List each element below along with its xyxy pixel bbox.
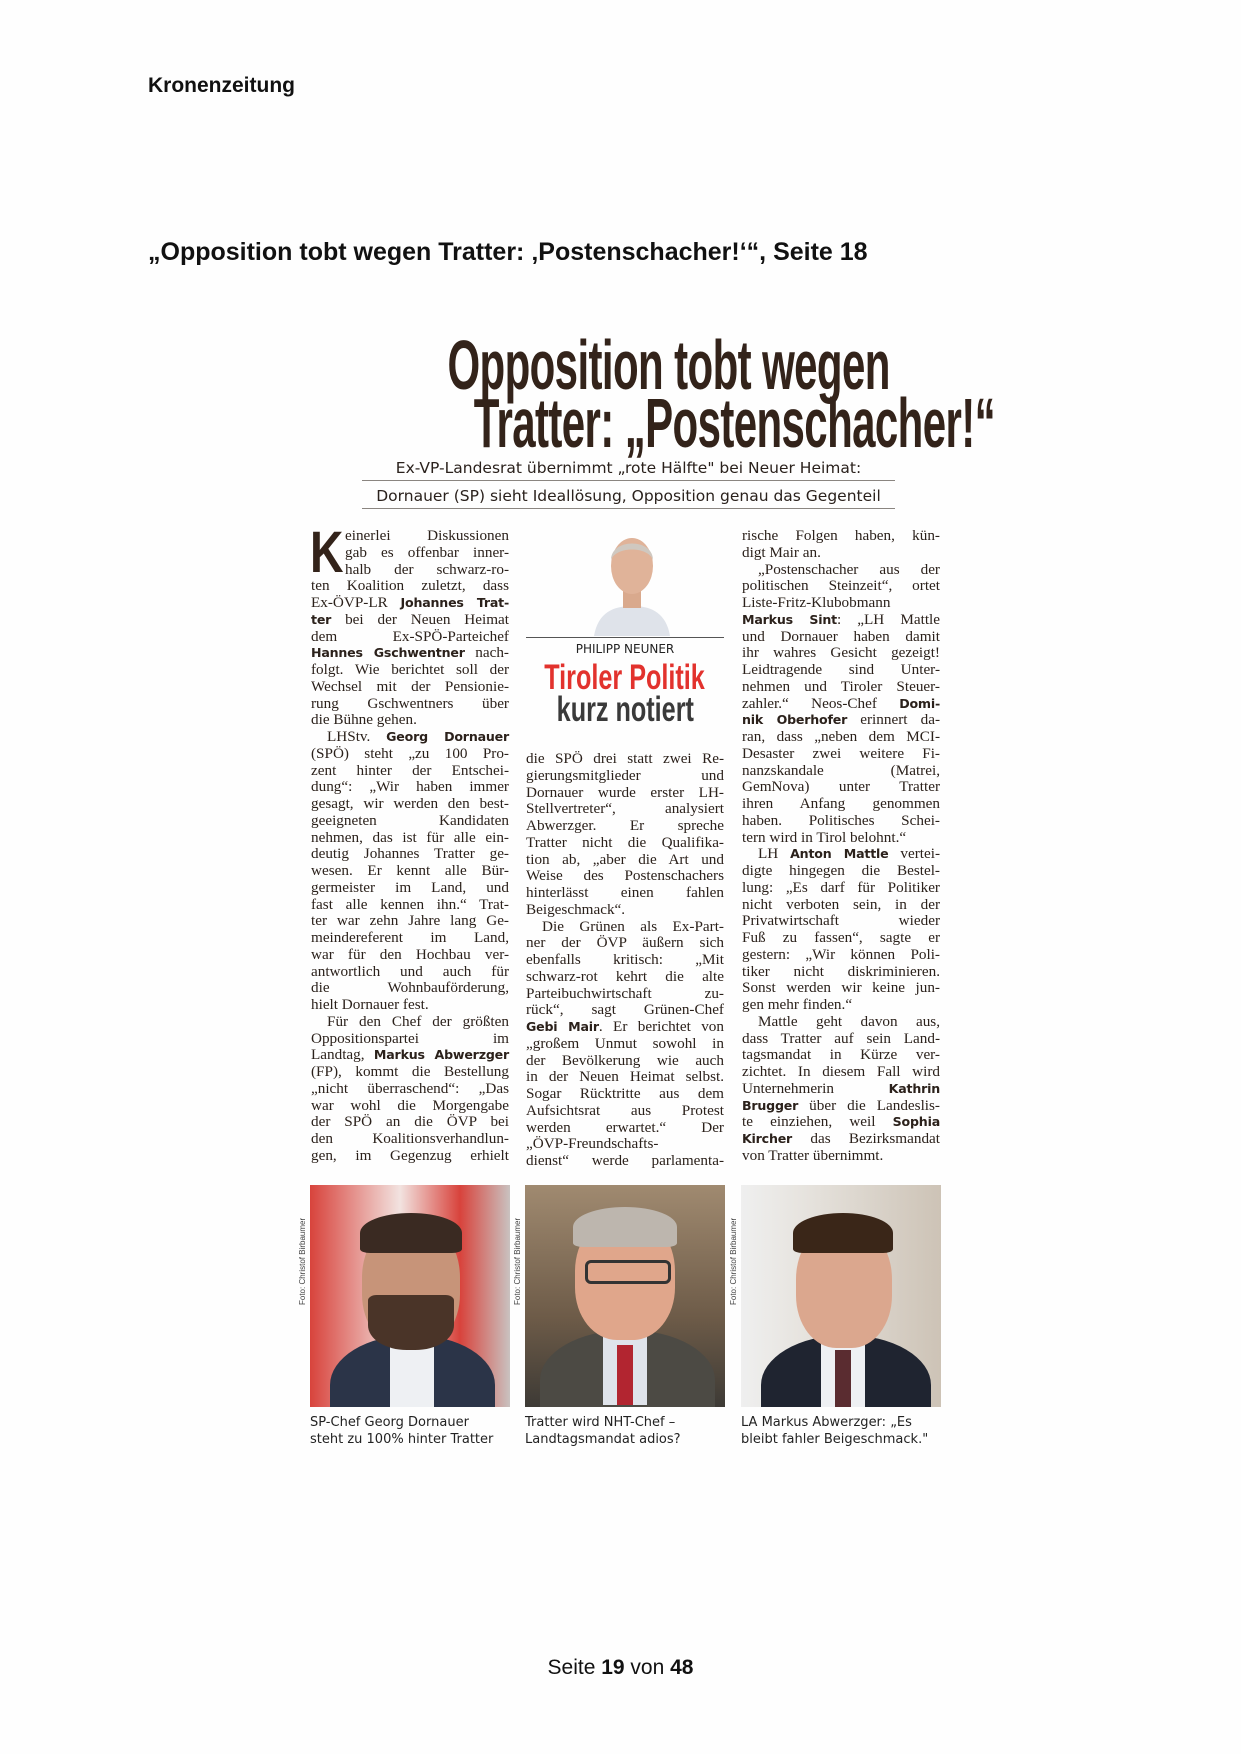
article-text-line — [742, 930, 940, 947]
article-text-line — [742, 980, 940, 997]
article-text-line — [311, 629, 509, 646]
text-run: germeister im Land, und — [311, 878, 509, 896]
article-text-line — [311, 679, 509, 696]
article-text-line — [311, 1064, 509, 1081]
article-text-line — [311, 796, 509, 813]
caption-line: SP-Chef Georg Dornauer — [310, 1415, 469, 1430]
article-text-line — [311, 830, 509, 847]
photo-credit: Foto: Christof Birbaumer — [298, 1217, 307, 1305]
article-text-line — [526, 768, 724, 785]
article-text-line — [526, 1136, 724, 1153]
text-run: „Postenschacher aus der — [758, 560, 940, 578]
divider — [526, 637, 724, 638]
text-run: Dornauer wurde erster LH- — [526, 783, 724, 801]
text-run: Für den Chef der größten — [327, 1012, 509, 1030]
text-run: digt Mair an. — [742, 543, 821, 561]
article-text-line — [742, 897, 940, 914]
bold-name: Johannes Trat- — [400, 595, 509, 610]
text-run: „nicht überraschend“: „Das — [311, 1079, 509, 1097]
subheadline-line-2: Dornauer (SP) sieht Ideallösung, Opposition genau das Gegenteil — [362, 487, 895, 509]
text-run: ran, dass „neben dem MCI- — [742, 728, 940, 745]
text-run: nehmen, das ist für alle ein- — [311, 828, 509, 846]
article-text-line — [742, 528, 940, 545]
text-run: Weise des Postenschachers — [526, 867, 724, 885]
text-run: haben. Politisches Schei- — [742, 811, 940, 829]
text-run: die SPÖ drei statt zwei Re- — [526, 750, 724, 767]
text-run: war für den Hochbau ver- — [311, 945, 509, 963]
article-text-line — [742, 997, 940, 1014]
article-text-line — [742, 645, 940, 662]
article-text-line — [311, 712, 509, 729]
text-run: der Bevölkerung wie auch — [526, 1051, 724, 1069]
text-run: Unternehmerin — [742, 1079, 889, 1097]
article-text-line — [311, 1031, 509, 1048]
article-text-line — [742, 746, 940, 763]
text-run: digte hingegen die Bestel- — [742, 862, 940, 879]
kicker-text: Tiroler Politik — [544, 658, 706, 697]
article-text-line — [742, 729, 940, 746]
bold-name: Markus Abwerzger — [373, 1047, 509, 1063]
text-run: ner der ÖVP äußern sich — [526, 934, 724, 952]
text-run: Parteibuchwirtschaft zu- — [526, 984, 724, 1002]
text-run: die Wohnbauförderung, — [311, 979, 509, 997]
text-run: schwarz-rot kehrt die alte — [526, 967, 724, 985]
article-text-line — [526, 885, 724, 902]
bold-name: Domi- — [899, 695, 940, 711]
text-run: über die Landeslis- — [798, 1096, 940, 1114]
article-text-line — [311, 1047, 509, 1064]
text-run: vertei- — [888, 845, 941, 863]
photo-credit: Foto: Christof Birbaumer — [513, 1217, 522, 1305]
text-run: folgt. Wie berichtet soll der — [311, 661, 509, 678]
text-run: Aufsichtsrat aus Protest — [526, 1101, 724, 1119]
article-text-line — [526, 1053, 724, 1070]
text-run: hinterlässt einen fahlen — [526, 884, 724, 901]
text-run: hielt Dornauer fest. — [311, 996, 429, 1013]
article-text-line — [526, 1036, 724, 1053]
drop-cap: K — [310, 520, 344, 585]
caption-line: Tratter wird NHT-Chef – — [525, 1415, 676, 1430]
article-text-line — [311, 997, 509, 1014]
article-text-line — [742, 763, 940, 780]
text-run: gab es offenbar inner- — [345, 543, 509, 561]
text-run: gen mehr finden.“ — [742, 996, 853, 1013]
article-text-line — [311, 897, 509, 914]
article-text-line — [742, 562, 940, 579]
author-name: PHILIPP NEUNER — [575, 642, 675, 656]
text-run: wesen. Er kennt alle Bür- — [311, 862, 509, 879]
text-run: Desaster zwei weitere Fi- — [742, 744, 940, 762]
source-label: Kronenzeitung — [148, 74, 295, 97]
text-run: Liste-Fritz-Klubobmann — [742, 594, 891, 611]
text-run: Fuß zu fassen“, sagte er — [742, 929, 940, 946]
article-text-line — [311, 645, 509, 662]
bold-name: Kircher — [742, 1131, 793, 1146]
text-run: tion ab, „aber die Art und — [526, 850, 724, 868]
caption-line: steht zu 100% hinter Tratter — [310, 1432, 494, 1447]
text-run: das Bezirksmandat — [792, 1130, 940, 1147]
text-run: LHStv. — [327, 728, 387, 745]
article-text-line — [742, 1148, 940, 1165]
article-text-line — [742, 629, 940, 646]
caption-line: LA Markus Abwerzger: „Es — [741, 1415, 912, 1430]
article-text-line — [742, 545, 940, 562]
article-text-line — [311, 1114, 509, 1131]
photo-caption — [741, 1414, 951, 1448]
article-text-line — [742, 1114, 940, 1131]
article-text-line — [311, 595, 509, 612]
article-text-line — [742, 612, 940, 629]
text-run: Abwerzger. Er spreche — [526, 817, 724, 834]
article-text-line — [311, 980, 509, 997]
article-text-line — [311, 528, 509, 545]
text-run: nanzskandale (Matrei, — [742, 761, 940, 779]
article-text-line — [311, 1148, 509, 1165]
article-text-line — [742, 1031, 940, 1048]
article-text-line — [311, 612, 509, 629]
bold-name: Markus Sint — [742, 611, 837, 627]
text-run: „ÖVP-Freundschafts- — [526, 1135, 659, 1153]
article-text-line — [742, 696, 940, 713]
text-run: meindereferent im Land, — [311, 929, 509, 946]
article-text-line — [742, 830, 940, 847]
text-run: ihr wahres Gesicht gezeigt! — [742, 644, 940, 662]
subheadline-line-1: Ex-VP-Landesrat übernimmt „rote Hälfte" bei Neuer Heimat: — [362, 459, 895, 481]
kicker-text: kurz notiert — [556, 690, 694, 729]
article-text-line — [742, 779, 940, 796]
text-run: Mattle geht davon aus, — [758, 1012, 940, 1030]
article-text-line — [311, 880, 509, 897]
text-run: zahler.“ Neos-Chef — [742, 694, 900, 712]
article-text-line — [526, 952, 724, 969]
page-number — [0, 1656, 1241, 1680]
text-run: von Tratter übernimmt. — [742, 1146, 884, 1164]
article-text-line — [742, 1014, 940, 1031]
article-text-line — [526, 1019, 724, 1036]
text-run: lung: „Es darf für Politiker — [742, 878, 940, 896]
text-run: gestern: „Wir können Poli- — [742, 945, 940, 963]
text-run: dienst“ werde parlamenta- — [526, 1152, 724, 1169]
article-text-line — [742, 1081, 940, 1098]
article-text-line — [742, 578, 940, 595]
article-text-line — [311, 1098, 509, 1115]
text-run: nach- — [464, 644, 509, 662]
article-text-line — [311, 779, 509, 796]
article-column-2 — [526, 751, 724, 1170]
text-run: Oppositionspartei im — [311, 1029, 509, 1047]
text-run: dass Tratter auf sein Land- — [742, 1029, 940, 1047]
headline-text: Opposition tobt wegen — [447, 326, 890, 404]
article-text-line — [311, 562, 509, 579]
article-text-line — [742, 913, 940, 930]
bold-name: nik Oberhofer — [742, 712, 848, 728]
text-run: dem Ex-SPÖ-Parteichef — [311, 627, 509, 645]
text-run: einerlei Diskussionen — [345, 527, 509, 544]
article-text-line — [311, 696, 509, 713]
article-text-line — [526, 785, 724, 802]
photo-credit: Foto: Christof Birbaumer — [729, 1217, 738, 1305]
article-text-line — [526, 1069, 724, 1086]
article-text-line — [311, 729, 509, 746]
text-run: rück“, sagt Grünen-Chef — [526, 1001, 724, 1019]
text-run: deutig Johannes Tratter ge- — [311, 845, 509, 863]
article-text-line — [742, 813, 940, 830]
text-run: tern wird in Tirol belohnt.“ — [742, 828, 907, 846]
text-run: gierungsmitglieder und — [526, 766, 724, 784]
article-text-line — [311, 930, 509, 947]
document-title: „Opposition tobt wegen Tratter: ‚Postenschacher!‘“, Seite 18 — [148, 238, 868, 266]
article-text-line — [742, 1131, 940, 1148]
article-text-line — [526, 1120, 724, 1137]
total-pages: 48 — [670, 1656, 694, 1679]
bold-name: Kathrin — [888, 1080, 940, 1096]
article-text-line — [526, 868, 724, 885]
text-run: Wechsel mit der Pensionie- — [311, 677, 509, 695]
article-text-line — [311, 964, 509, 981]
article-text-line — [742, 964, 940, 981]
text-run: erinnert da- — [847, 711, 940, 729]
article-text-line — [742, 1047, 940, 1064]
article-text-line — [742, 712, 940, 729]
text-run: geeigneten Kandidaten — [311, 811, 509, 829]
article-text-line — [742, 947, 940, 964]
article-text-line — [311, 913, 509, 930]
caption-line: bleibt fahler Beigeschmack." — [741, 1432, 929, 1447]
article-text-line — [526, 919, 724, 936]
text-run: nicht verboten sein, in der — [742, 895, 940, 913]
text-run: gesagt, wir werden den best- — [311, 795, 509, 812]
current-page: 19 — [601, 1656, 625, 1679]
bold-name: Gebi Mair — [526, 1019, 599, 1034]
bold-name: Sophia — [892, 1114, 940, 1130]
article-text-line — [742, 1098, 940, 1115]
text-run: „großem Unmut sowohl in — [526, 1034, 724, 1052]
text-run: werden erwartet.“ Der — [526, 1118, 724, 1136]
article-text-line — [526, 818, 724, 835]
text-run: Landtag, — [311, 1046, 374, 1064]
text-run: Stellvertreter“, analysiert — [526, 800, 724, 818]
column-kicker-dark — [500, 692, 750, 727]
article-text-line — [742, 846, 940, 863]
text-run: bei der Neuen Heimat — [331, 610, 509, 628]
article-text-line — [742, 796, 940, 813]
bold-name: Hannes Gschwentner — [311, 645, 465, 661]
text-run: und Dornauer haben damit — [742, 627, 940, 645]
text-run: ihren Anfang genommen — [742, 795, 940, 812]
photo-georg-dornauer — [310, 1185, 510, 1407]
article-text-line — [311, 947, 509, 964]
article-text-line — [526, 902, 724, 919]
text-run: Ex-ÖVP-LR — [311, 594, 401, 611]
text-run: tiker nicht diskriminieren. — [742, 962, 940, 980]
article-text-line — [526, 835, 724, 852]
photo-caption — [310, 1414, 520, 1448]
article-text-line — [742, 595, 940, 612]
article-text-line — [311, 763, 509, 780]
text-run: nehmen und Tiroler Steuer- — [742, 677, 940, 695]
text-run: Sogar Rücktritte aus dem — [526, 1085, 724, 1102]
footer-text: Seite — [547, 1656, 602, 1679]
photo-markus-abwerzger — [741, 1185, 941, 1407]
article-text-line — [311, 1131, 509, 1148]
article-text-line — [526, 1103, 724, 1120]
article-column-3 — [742, 528, 940, 1165]
article-text-line — [311, 578, 509, 595]
bold-name: Georg Dornauer — [386, 729, 509, 744]
text-run: die Bühne gehen. — [311, 711, 417, 729]
text-run: : „LH Mattle — [836, 610, 941, 628]
text-run: (FP), kommt die Bestellung — [311, 1063, 509, 1080]
text-run: dung“: „Wir haben immer — [311, 778, 509, 796]
author-photo — [592, 528, 672, 636]
article-text-line — [526, 1086, 724, 1103]
article-text-line — [526, 986, 724, 1003]
article-text-line — [311, 1081, 509, 1098]
text-run: gen, im Gegenzug erhielt — [311, 1146, 509, 1164]
text-run: den Koalitionsverhandlun- — [311, 1130, 509, 1147]
text-run: politischen Steinzeit“, ortet — [742, 577, 940, 595]
article-text-line — [526, 1153, 724, 1170]
article-text-line — [742, 679, 940, 696]
text-run: rung Gschwentners über — [311, 694, 509, 712]
text-run: war wohl die Morgengabe — [311, 1096, 509, 1114]
article-text-line — [526, 935, 724, 952]
text-run: (SPÖ) steht „zu 100 Pro- — [311, 744, 509, 762]
article-text-line — [311, 662, 509, 679]
text-run: GemNova) unter Tratter — [742, 778, 940, 796]
text-run: ter war zehn Jahre lang Ge- — [311, 912, 509, 930]
bold-name: Brugger — [742, 1097, 799, 1113]
text-run: fast alle kennen ihn.“ Trat- — [311, 895, 509, 913]
text-run: LH — [758, 845, 791, 863]
text-run: rische Folgen haben, kün- — [742, 527, 940, 544]
text-run: zent hinter der Entschei- — [311, 761, 509, 779]
bold-name: ter — [311, 611, 332, 627]
text-run: halb der schwarz-ro- — [345, 560, 509, 578]
article-text-line — [311, 746, 509, 763]
headline-line-2 — [300, 384, 995, 462]
article-text-line — [311, 545, 509, 562]
bold-name: Anton Mattle — [790, 846, 889, 862]
text-run: tagsmandat in Kürze ver- — [742, 1046, 940, 1064]
text-run: te einziehen, weil — [742, 1113, 893, 1131]
text-run: ebenfalls kritisch: „Mit — [526, 951, 724, 968]
article-text-line — [742, 863, 940, 880]
article-text-line — [311, 846, 509, 863]
article-text-line — [311, 1014, 509, 1031]
photo-caption — [525, 1414, 735, 1448]
text-run: Tratter nicht die Qualifika- — [526, 833, 724, 851]
photo-johannes-tratter — [525, 1185, 725, 1407]
article-text-line — [742, 1064, 940, 1081]
article-text-line — [742, 662, 940, 679]
text-run: Privatwirtschaft wieder — [742, 912, 940, 930]
text-run: Leidtragende sind Unter- — [742, 661, 940, 678]
text-run: Die Grünen als Ex-Part- — [542, 917, 724, 935]
headline-text: Tratter: „Postenschacher!“ — [473, 384, 995, 462]
article-text-line — [526, 1002, 724, 1019]
text-run: ten Koalition zuletzt, dass — [311, 577, 509, 595]
article-text-line — [742, 880, 940, 897]
article-text-line — [311, 813, 509, 830]
article-text-line — [526, 801, 724, 818]
text-run: Beigeschmack“. — [526, 900, 626, 918]
text-run: . Er berichtet von — [598, 1018, 724, 1035]
article-text-line — [526, 751, 724, 768]
text-run: antwortlich und auch für — [311, 962, 509, 980]
text-run: der SPÖ an die ÖVP bei — [311, 1113, 509, 1131]
text-run: in der Neuen Heimat selbst. — [526, 1068, 724, 1086]
article-text-line — [526, 852, 724, 869]
article-text-line — [311, 863, 509, 880]
text-run: Sonst werden wir keine jun- — [742, 979, 940, 997]
footer-text: von — [624, 1656, 671, 1679]
article-text-line — [526, 969, 724, 986]
article-column-1 — [310, 520, 509, 1165]
text-run: zichtet. In diesem Fall wird — [742, 1063, 940, 1080]
caption-line: Landtagsmandat adios? — [525, 1432, 681, 1447]
